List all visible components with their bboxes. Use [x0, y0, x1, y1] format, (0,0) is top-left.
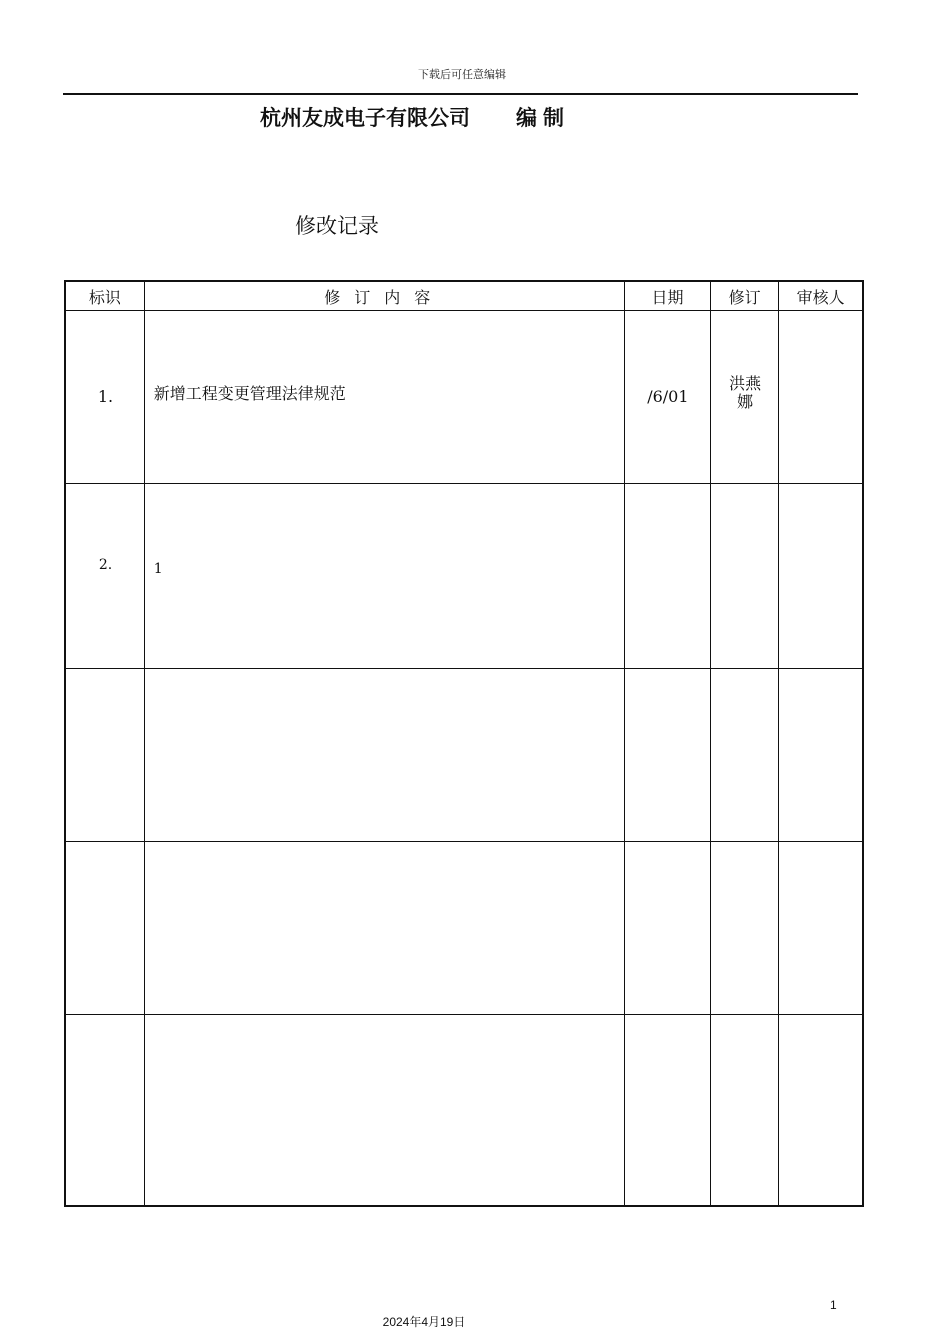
table-row: [65, 1015, 863, 1207]
header-reviser: 修订: [711, 281, 779, 311]
table-row: [65, 669, 863, 842]
revision-table: [64, 280, 864, 1207]
table-row: [65, 842, 863, 1015]
row-5-id-cell: [65, 1015, 144, 1207]
row-4-approver-cell: [779, 842, 863, 1015]
row-4-date-cell: [624, 842, 710, 1015]
row-3-content-cell: [144, 669, 624, 842]
row-4-id-cell: [65, 842, 144, 1015]
row-2-reviser-cell: [711, 484, 779, 669]
header-approver: 审核人: [779, 281, 863, 311]
header-id: 标识: [65, 281, 144, 311]
header-content-label: 修订内容: [324, 287, 445, 307]
table-row: [65, 311, 863, 484]
row-3-id-cell: [65, 669, 144, 842]
table-header-row: [65, 281, 863, 311]
row-5-content-cell: [144, 1015, 624, 1207]
row-4-reviser-cell: [711, 842, 779, 1015]
row-1-date-cell: [624, 311, 710, 484]
row-3-reviser-cell: [711, 669, 779, 842]
header-date: 日期: [624, 281, 710, 311]
header-note: 下载后可任意编辑: [418, 68, 506, 81]
header-divider: [63, 93, 858, 95]
company-heading: [260, 102, 570, 132]
header-content: [144, 281, 624, 311]
row-id: 2.: [98, 557, 113, 573]
row-2-date-cell: [624, 484, 710, 669]
row-reviser: 洪燕娜: [729, 374, 762, 411]
table-row: [65, 484, 863, 669]
row-5-reviser-cell: [711, 1015, 779, 1207]
row-4-content-cell: [144, 842, 624, 1015]
row-content: 1: [153, 561, 163, 577]
row-5-approver-cell: [779, 1015, 863, 1207]
row-2-approver-cell: [779, 484, 863, 669]
row-3-approver-cell: [779, 669, 863, 842]
row-5-date-cell: [624, 1015, 710, 1207]
company-name: 杭州友成电子有限公司: [260, 106, 470, 130]
row-2-content-cell: [144, 484, 624, 669]
row-2-id-cell: [65, 484, 144, 669]
row-1-reviser-cell: [711, 311, 779, 484]
row-1-content-cell: [144, 311, 624, 484]
row-id: 1.: [97, 387, 114, 406]
row-date: /6/01: [647, 387, 689, 406]
row-1-id-cell: [65, 311, 144, 484]
row-3-date-cell: [624, 669, 710, 842]
revision-record-title: 修改记录: [295, 214, 379, 238]
page-number: 1: [830, 1298, 837, 1312]
edit-label: 编制: [516, 106, 570, 130]
footer-date: 2024年4月19日: [382, 1315, 466, 1329]
row-content: 新增工程变更管理法律规范: [153, 384, 346, 403]
row-1-approver-cell: [779, 311, 863, 484]
